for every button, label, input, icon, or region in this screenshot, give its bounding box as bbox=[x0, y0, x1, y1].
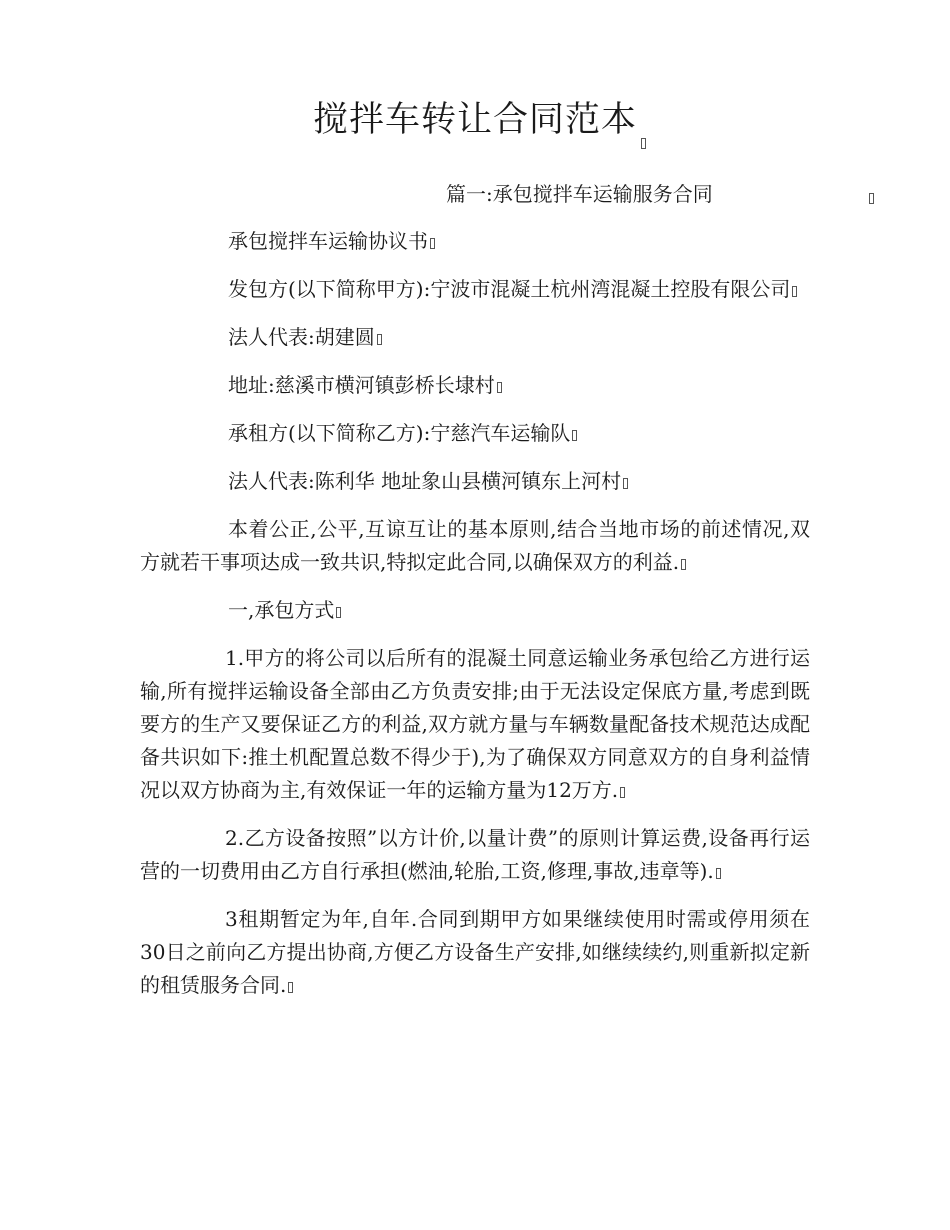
paragraph-mark-icon bbox=[377, 334, 382, 345]
document-title bbox=[0, 98, 950, 142]
paragraph: 2.乙方设备按照”以方计价,以量计费”的原则计算运费,设备再行运营的一切费用由乙方自行承担(燃油,轮胎,工资,修理,事故,违章等). bbox=[140, 826, 810, 883]
paragraph: 1.甲方的将公司以后所有的混凝土同意运输业务承包给乙方进行运输,所有搅拌运输设备全部由乙方负责安排;由于无法设定保底方量,考虑到既要方的生产又要保证乙方的利益,双方就方量与车辆数量配备技术规范达成配备共识如下:推土机配置总数不得少于),为了确保双方同意双方的自身利益情况以双方协商为主,有效保证一年的运输方量为12万方. bbox=[140, 646, 810, 802]
paragraph: 地址:慈溪市横河镇彭桥长埭村 bbox=[140, 369, 810, 402]
paragraph-mark-icon bbox=[641, 138, 646, 149]
paragraph-mark-icon bbox=[681, 559, 686, 570]
paragraph: 一,承包方式 bbox=[140, 594, 810, 627]
paragraph: 承租方(以下简称乙方):宁慈汽车运输队 bbox=[140, 417, 810, 450]
section-subtitle: 篇一:承包搅拌车运输服务合同 bbox=[446, 182, 713, 206]
paragraph-mark-icon bbox=[792, 286, 797, 297]
document-title-text: 搅拌车转让合同范本 bbox=[312, 100, 637, 140]
paragraph-mark-icon bbox=[869, 193, 874, 204]
paragraph-mark-icon bbox=[572, 430, 577, 441]
paragraph: 法人代表:陈利华 地址象山县横河镇东上河村 bbox=[140, 465, 810, 498]
paragraph-mark-icon bbox=[336, 607, 341, 618]
paragraph-mark-icon bbox=[288, 982, 293, 993]
paragraph: 发包方(以下简称甲方):宁波市混凝土杭州湾混凝土控股有限公司 bbox=[140, 273, 810, 306]
paragraph: 本着公正,公平,互谅互让的基本原则,结合当地市场的前述情况,双方就若干事项达成一致共识,特拟定此合同,以确保双方的利益. bbox=[140, 517, 810, 574]
paragraph: 3租期暂定为年,自年.合同到期甲方如果继续使用时需或停用须在30日之前向乙方提出协商,方便乙方设备生产安排,如继续续约,则重新拟定新的租赁服务合同. bbox=[140, 907, 810, 997]
paragraph: 承包搅拌车运输协议书 bbox=[140, 225, 810, 258]
paragraph-mark-icon bbox=[716, 868, 721, 879]
paragraph: 法人代表:胡建圆 bbox=[140, 321, 810, 354]
paragraph-mark-icon bbox=[430, 238, 435, 249]
paragraph-mark-icon bbox=[620, 787, 625, 798]
paragraph-mark-icon bbox=[497, 382, 502, 393]
paragraph-mark-icon bbox=[623, 478, 628, 489]
document-body bbox=[140, 225, 810, 1002]
